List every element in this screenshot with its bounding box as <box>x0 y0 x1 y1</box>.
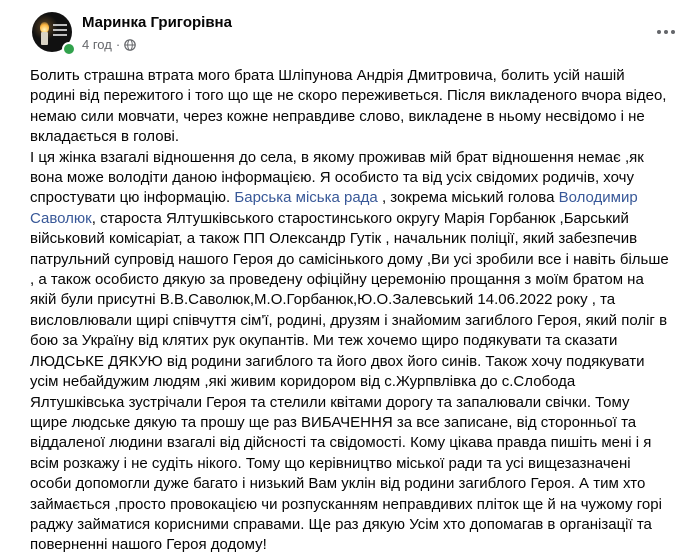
paragraph-2-text-a: І ця жінка взагалі відношення до села, в якому проживав мій брат відношення немає ,як вона може володіти даною інформацією. Я особисто та від усіх свідомих родичів, хочу спростувати цю інформацію. <box>30 148 644 207</box>
candle-icon <box>41 32 48 45</box>
post-timestamp[interactable]: 4 год <box>82 37 112 52</box>
post-paragraph-1: Болить страшна втрата мого брата Шліпунова Андрія Дмитровича, болить усій нашій родині від пережитого і того що ще не скоро переживеться. Після викладеного вчора відео, немаю сили мовчати, через кожне неправдиве слово, викладене в ньому несвідомо і не вкладається в голові. <box>30 67 667 146</box>
mention-barska-miska-rada[interactable]: Барська міська рада <box>234 189 378 207</box>
online-status-indicator <box>62 42 76 56</box>
meta-separator: · <box>115 37 121 52</box>
globe-icon[interactable] <box>124 39 136 51</box>
post-meta <box>82 37 136 52</box>
post-paragraph-2 <box>30 148 670 556</box>
post-header <box>32 12 682 56</box>
author-name[interactable]: Маринка Григорівна <box>82 14 232 31</box>
mention-volodymyr-savoliuk[interactable]: Володимир Саволюк <box>30 189 638 227</box>
avatar-text-lines <box>53 24 67 39</box>
post-body <box>30 66 670 556</box>
paragraph-2-text-c: , староста Ялтушківського старостинського округу Марія Горбанюк ,Барський військовий комісаріат, а також ПП Олександр Гутік , начальник поліції, який забезпечив патрульний супровід нашого Героя до самісінького дому ,Ви усі зробили все і навіть більше , а також особисто дякую за проведену офіційну церемонію прощання з моїм братом на якій були присутні В.В.Саволюк,М.О.Горбанюк,Ю.О.Залевський 14.06.2022 року , та висловлювали щирі співчуття сім'ї, родині, друзям і знайомим загиблого Героя, який поліг в бою за Україну від клятих рук окупантів. Ми теж хочемо щиро подякувати та сказати ЛЮДСЬКЕ ДЯКУЮ від родини загиблого та його двох його синів. Також хочу подякувати усім небайдужим людям ,які живим коридором від с.Журпвлівка до с.Слобода Ялтушківська зустрічали Героя та стелили квітами дорогу та запалювали свічки. Тому щире людське дякую та прошу ще раз ВИБАЧЕННЯ за все записане, від сторонньої та віддаленої людини взагалі від дійсності та свідомості. Кому цікава правда пишіть мені і я всім розкажу і не судіть нікого. Тому що керівництво міської ради та усі вищезазначені особи допомогли дуже багато і низький Вам уклін від родини загиблого Героя. А тим хто займається ,просто провокацією чи розпусканням неправдивих пліток ще й на чужому горі раджу займатися корисними справами. Ще раз дякую Усім хто допомагав в організації та поверненні нашого Героя додому! <box>30 209 669 554</box>
paragraph-2-text-b: , зокрема міський голова <box>377 189 559 207</box>
more-options-icon[interactable] <box>650 16 682 48</box>
